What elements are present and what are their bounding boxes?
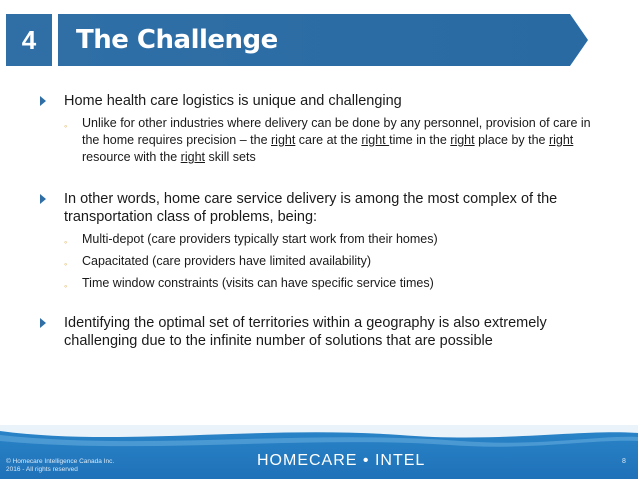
bullet-2-sub-2 (40, 253, 600, 270)
bullet-2-text: In other words, home care service delivery is among the most complex of the transportation class of problems, being: (64, 191, 558, 225)
bullet-3-text: Identifying the optimal set of territories within a geography is also extremely challenging due to the infinite number of solutions that are possible (64, 315, 547, 349)
bullet-2-sub-1 (40, 231, 600, 248)
sub-text: Time window constraints (visits can have specific service times) (82, 276, 434, 290)
page-number: 8 (622, 458, 626, 465)
slide-footer (0, 425, 638, 479)
sub-text: Multi-depot (care providers typically start work from their homes) (82, 232, 438, 246)
bullet-arrow-icon (40, 318, 46, 328)
brand-logo-text: HOMECARE • INTEL (257, 452, 426, 469)
copyright-notice: © Homecare Intelligence Canada Inc. 2016 - All rights reserved (6, 458, 115, 473)
bullet-1-sub (40, 115, 600, 166)
bullet-2-sub-3 (40, 275, 600, 292)
slide-number-badge: 4 (6, 14, 52, 66)
sub-bullet-icon: ◦ (64, 121, 68, 131)
sub-text: Capacitated (care providers have limited availability) (82, 254, 372, 268)
sub-bullet-icon: ◦ (64, 281, 68, 291)
bullet-1 (40, 92, 600, 110)
sub-bullet-icon: ◦ (64, 237, 68, 247)
bullet-arrow-icon (40, 96, 46, 106)
slide-title: The Challenge (76, 25, 278, 55)
sub-bullet-icon: ◦ (64, 259, 68, 269)
title-banner (58, 14, 598, 66)
bullet-1-text: Home health care logistics is unique and challenging (64, 93, 402, 109)
sub-text: Unlike for other industries where delivery can be done by any personnel, provision of care in the home requires precision – the right care at the right time in the right place by the right resource with the right skill sets (82, 116, 591, 164)
slide-body (40, 92, 600, 350)
slide-header (0, 14, 600, 66)
bullet-2 (40, 190, 600, 226)
bullet-3 (40, 314, 600, 350)
bullet-arrow-icon (40, 194, 46, 204)
